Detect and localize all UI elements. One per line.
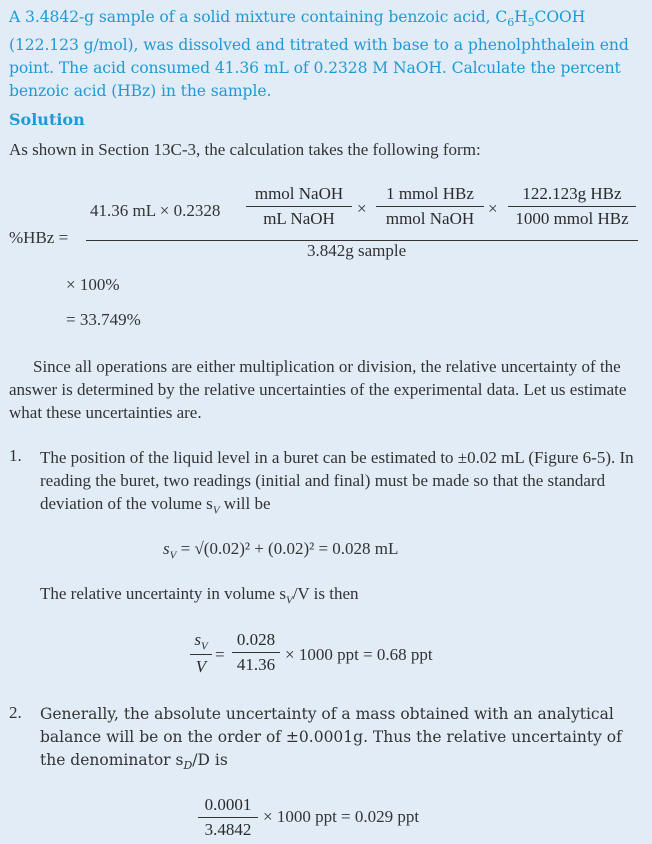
item2-number: 2.	[9, 703, 22, 722]
num-term1: 41.36 mL × 0.2328	[90, 201, 221, 220]
fraction-3-num: 122.123g HBz	[522, 184, 622, 203]
fraction-2	[376, 184, 484, 229]
item1-rhs: × 1000 ppt = 0.68 ppt	[285, 645, 433, 664]
item1-value-fraction: 0.028 41.36	[232, 630, 280, 675]
solution-title: Solution	[9, 110, 85, 129]
fraction-2-den: mmol NaOH	[385, 209, 475, 228]
item1-equals: =	[215, 645, 225, 664]
times-1: ×	[357, 199, 367, 218]
item1-number: 1.	[9, 446, 22, 465]
fraction-3-den: 1000 mmol HBz	[515, 209, 629, 228]
problem-statement: A 3.4842-g sample of a solid mixture containing benzoic acid, $C_6H_5COOH$ (122.123 g/mol), was dissolved and titrated with base to a phenolphthalein end point. The acid consumed 41.36 mL of 0.2328 M NaOH. Calculate the percent benzoic acid (HBz) in the sample.	[9, 8, 629, 101]
fraction-1-num: mmol NaOH	[254, 184, 344, 203]
solution-intro: As shown in Section 13C-3, the calculation takes the following form:	[9, 140, 481, 159]
fraction-1	[246, 184, 352, 229]
times-2: ×	[488, 199, 498, 218]
times-100: × 100%	[66, 275, 120, 294]
paragraph: Since all operations are either multiplication or division, the relative uncertainty of the answer is determined by the relative uncertainties of the experimental data. Let us estimate what these uncertainties are.	[9, 357, 627, 422]
big-denominator: 3.842g sample	[307, 241, 407, 260]
item2-fraction: 0.0001 3.4842	[198, 795, 258, 840]
item1-eq: $s_V = √(0.02)^2 + (0.02)^2 = 0.028$ mL	[163, 539, 399, 562]
fraction-3	[508, 184, 636, 229]
item1-rel-text: The relative uncertainty in volume $s_V/V$ is then	[40, 584, 359, 607]
fraction-1-den: mL NaOH	[263, 209, 335, 228]
item1-rel-fraction: $s_V$ V	[190, 630, 212, 677]
item2-text: Generally, the absolute uncertainty of a mass obtained with an analytical balance will be on the order of ±0.0001g. Thus the relative uncertainty of the denominator $s_D/D$ is	[40, 705, 622, 773]
item2-rhs: × 1000 ppt = 0.029 ppt	[263, 807, 420, 826]
fraction-2-num: 1 mmol HBz	[386, 184, 474, 203]
item1-text: The position of the liquid level in a buret can be estimated to ±0.02 mL (Figure 6-5). In reading the buret, two readings (initial and final) must be made so that the standard deviation of the volume $s_V$ will be	[40, 448, 634, 517]
result: = 33.749%	[66, 310, 141, 329]
eq-lhs: %HBz =	[9, 228, 69, 247]
